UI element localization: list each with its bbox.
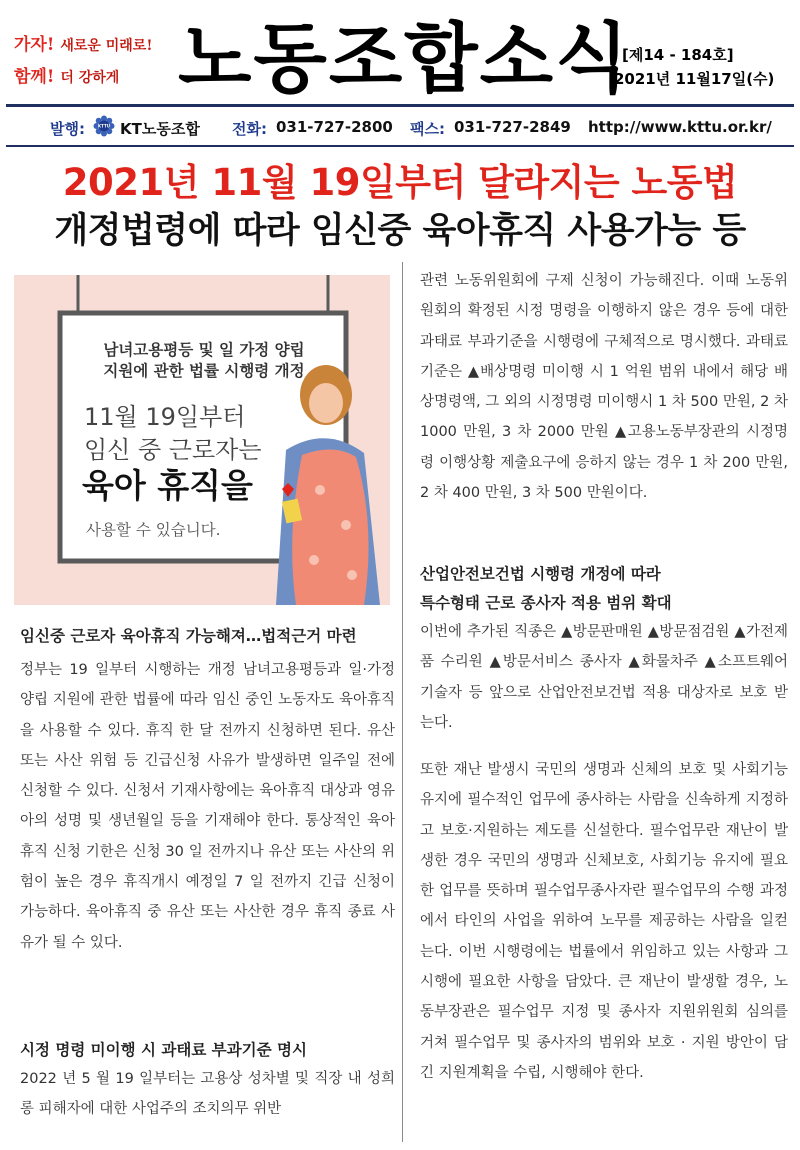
issue-number: [제14 - 184호] — [622, 46, 734, 64]
left-paragraph-1: 정부는 19 일부터 시행하는 개정 남녀고용평등과 일·가정 양립 지원에 관한 법률에 따라 임신 중인 노동자도 육아휴직을 사용할 수 있다. 휴직 한 달 전까지 신청하면 된다. 유산 또는 사산 위험 등 긴급신청 사유가 발생하면 일주일 전에 신청할 수 있다. 신청서 기재사항에는 육아휴직 대상과 영유아의 성명 및 생년월일 등을 기재해야 한다. 통상적인 육아휴직 신청 기한은 신청 30 일 전까지나 유산 또는 사산의 위험이 높은 경우 휴직개시 예정일 7 일 전까지 긴급 신청이 가능하다. 육아휴직 중 유산 또는 사산한 경우 휴직 종료 사유가 될 수 있다. — [20, 662, 395, 951]
sign-line-1: 남녀고용평등 및 일 가정 양립 — [103, 341, 305, 359]
column-divider — [402, 262, 403, 1142]
phone-label: 전화: — [232, 120, 267, 138]
sign-line-2: 지원에 관한 법률 시행령 개정 — [103, 362, 305, 380]
left-subheading-1: 임신중 근로자 육아휴직 가능해져…법적근거 마련 — [20, 627, 357, 645]
slogan-line-1 — [14, 30, 152, 55]
main-headline: 2021년 11월 19일부터 달라지는 노동법 — [62, 161, 738, 204]
masthead-divider — [6, 104, 794, 107]
right-article-body-3 — [420, 755, 788, 1088]
logo-text: KTTU — [98, 123, 110, 129]
publisher-label: 발행: — [50, 120, 85, 138]
right-paragraph-3: 또한 재난 발생시 국민의 생명과 신체의 보호 및 사회기능 유지에 필수적인 업무에 종사하는 사람을 신속하게 지정하고 보호·지원하는 제도를 신설한다. 필수업무란 재난이 발생한 경우 국민의 생명과 신체보호, 사회기능 유지에 필요한 업무를 뜻하며 필수업무종사자란 필수업무의 수행 과정에서 타인의 사업을 위하여 노무를 제공하는 사람을 일컫는다. 이번 시행령에는 법률에서 위임하고 있는 사항과 그 시행에 필요한 사항을 담았다. 큰 재난이 발생할 경우, 노동부장관은 필수업무 지정 및 종사자 지원위원회 심의를 거쳐 필수업무 및 종사자의 범위와 보호 · 지원 방안이 담긴 지원계획을 수립, 시행해야 한다. — [420, 762, 788, 1081]
maternity-leave-illustration — [14, 275, 390, 605]
right-subheading — [420, 560, 788, 618]
right-article-body-1 — [420, 266, 788, 508]
publisher-bar — [0, 112, 800, 142]
sign-date: 11월 19일부터 — [84, 403, 246, 431]
left-article-body-1 — [20, 655, 395, 958]
masthead — [0, 0, 800, 103]
left-subheading-2: 시정 명령 미이행 시 과태료 부과기준 명시 — [20, 1041, 307, 1059]
slogan-stronger: 더 강하게 — [60, 70, 120, 86]
right-paragraph-1: 관련 노동위원회에 구제 신청이 가능해진다. 이때 노동위원회의 확정된 시정 명령을 이행하지 않은 경우 등에 대한 과태료 부과기준을 시행령에 구체적으로 명시했다. 과태료 기준은 ▲배상명령 미이행 시 1 억원 범위 내에서 해당 배상명령액, 그 외의 시정명령 미이행시 1 차 500 만원, 2 차 1000 만원, 3 차 2000 만원 ▲고용노동부장관의 시정명령 이행상황 제출요구에 응하지 않는 경우 1 차 200 만원, 2 차 400 만원, 3 차 500 만원이다. — [420, 273, 788, 502]
right-subheading-line-2: 특수형태 근로 종사자 적용 범위 확대 — [420, 594, 672, 612]
slogan-future: 새로운 미래로! — [60, 38, 153, 54]
sub-headline: 개정법령에 따라 임신중 육아휴직 사용가능 등 — [54, 211, 746, 251]
fax-number: 031-727-2849 — [454, 118, 571, 136]
right-paragraph-2: 이번에 추가된 직종은 ▲방문판매원 ▲방문점검원 ▲가전제품 수리원 ▲방문서비스 종사자 ▲화물차주 ▲소프트웨어 기술자 등 앞으로 산업안전보건법 적용 대상자로 보호 받는다. — [420, 624, 788, 731]
publisher-divider — [6, 145, 794, 147]
right-article-body-2 — [420, 617, 788, 738]
slogan-together: 함께! — [14, 67, 55, 87]
website-link[interactable]: http://www.kttu.or.kr/ — [588, 118, 772, 136]
sign-can-use: 사용할 수 있습니다. — [86, 521, 221, 539]
kttu-logo-icon — [93, 115, 115, 137]
publisher-name: KT노동조합 — [120, 120, 200, 138]
sign-parental-leave: 육아 휴직을 — [82, 466, 253, 505]
slogan-line-2 — [14, 62, 119, 87]
phone-number: 031-727-2800 — [276, 118, 393, 136]
left-paragraph-2: 2022 년 5 월 19 일부터는 고용상 성차별 및 직장 내 성희롱 피해자에 대한 사업주의 조치의무 위반 — [20, 1071, 395, 1118]
left-article-body-2 — [20, 1064, 395, 1125]
issue-date: 2021년 11월17일(수) — [614, 70, 775, 88]
right-subheading-line-1: 산업안전보건법 시행령 개정에 따라 — [420, 565, 661, 583]
slogan-go: 가자! — [14, 35, 55, 55]
fax-label: 팩스: — [410, 120, 445, 138]
newspaper-title: 노동조합소식 — [178, 14, 631, 103]
sign-pregnant-workers: 임신 중 근로자는 — [84, 436, 262, 464]
